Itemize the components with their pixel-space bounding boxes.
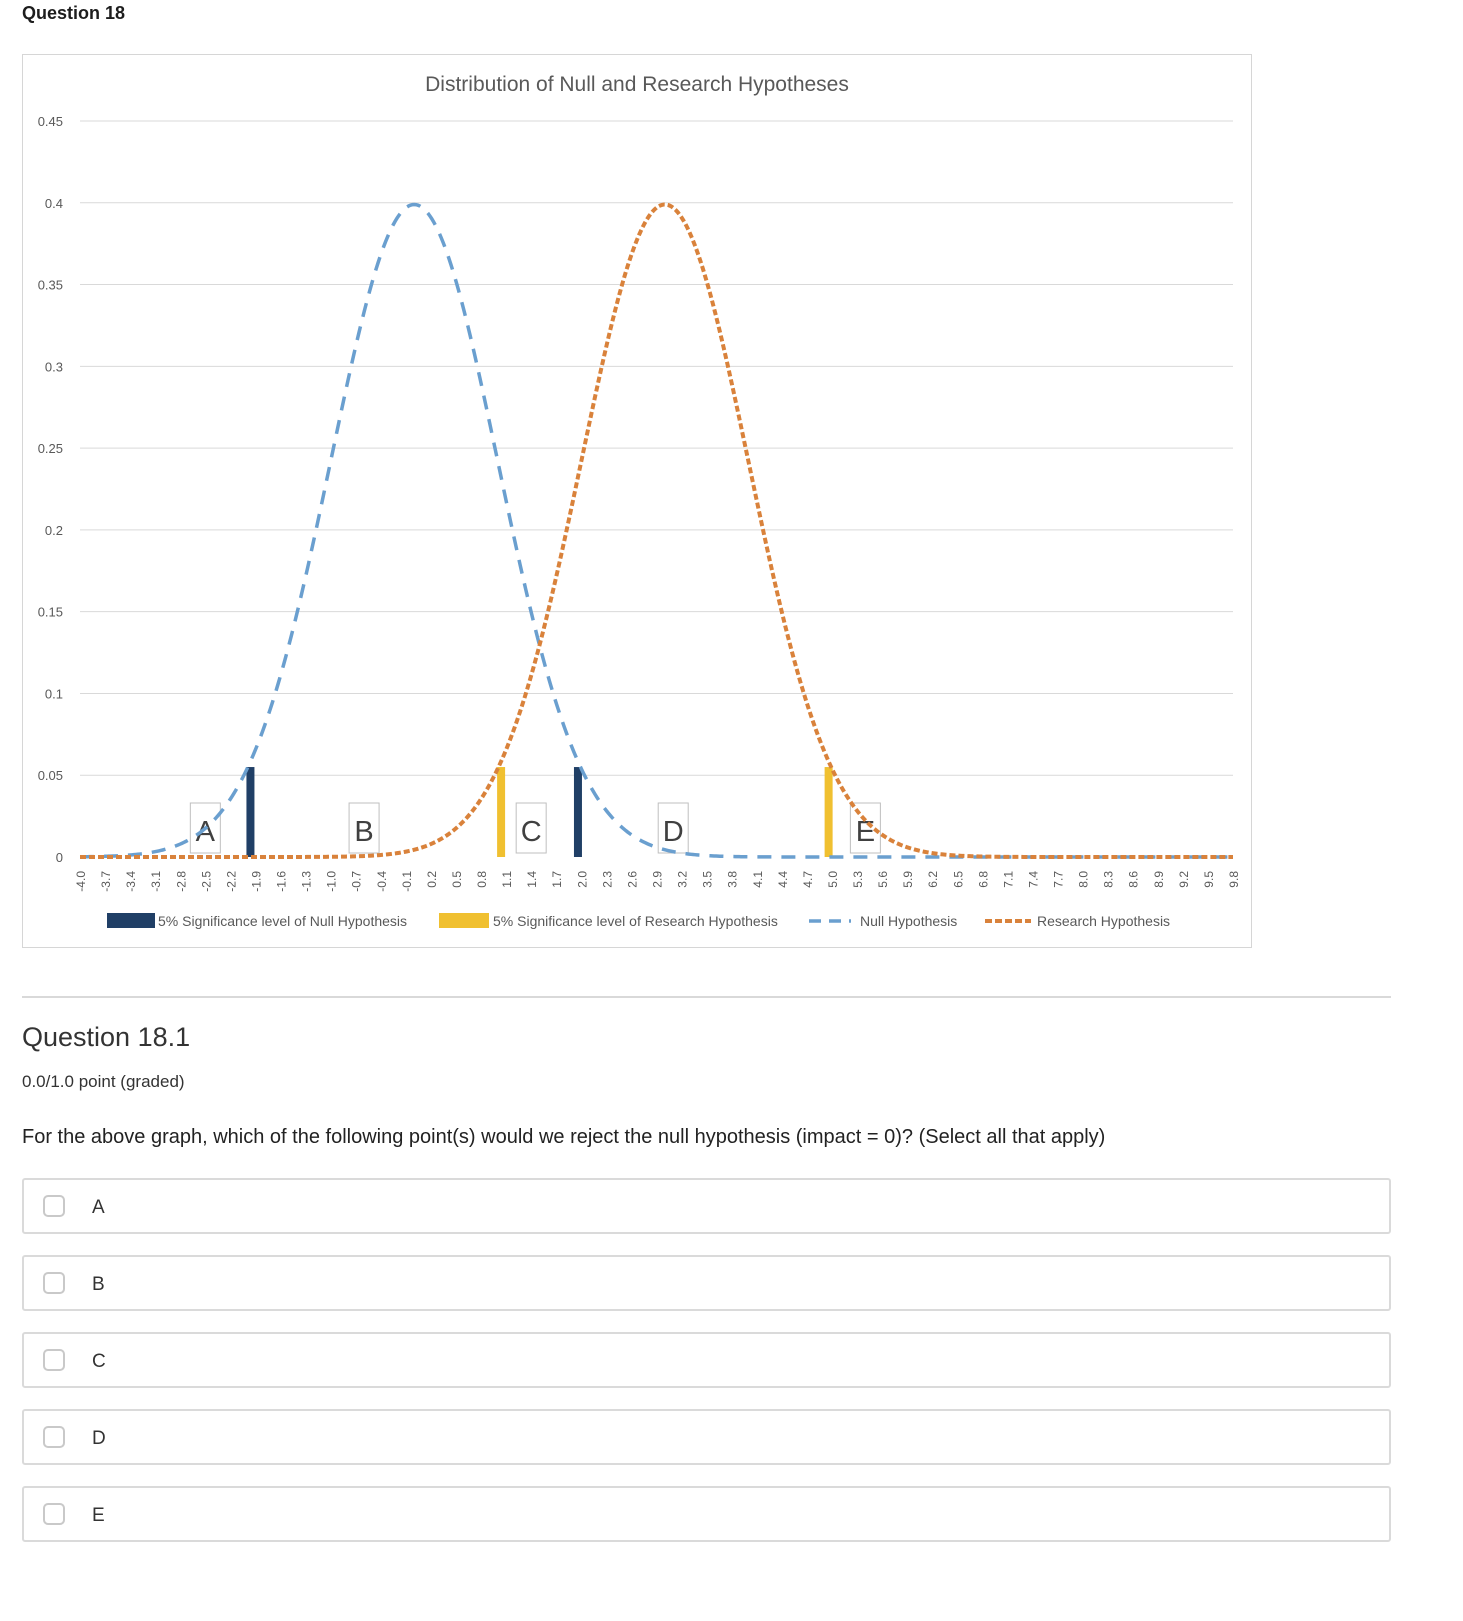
x-tick-label: 5.6: [876, 871, 891, 888]
answer-options: [22, 1178, 1391, 1563]
option-label: B: [92, 1274, 105, 1295]
x-tick-label: 3.8: [725, 871, 740, 888]
significance-bar: [497, 767, 505, 857]
y-tick-label: 0.25: [37, 441, 63, 457]
x-tick-label: -2.5: [199, 871, 214, 892]
x-tick-label: 1.1: [500, 871, 515, 888]
x-tick-label: 6.8: [976, 871, 991, 888]
series-line: [80, 205, 1233, 857]
x-tick-label: 0.5: [449, 871, 464, 888]
annotation-label: A: [195, 816, 215, 848]
x-tick-label: 2.3: [600, 871, 615, 888]
x-tick-label: -0.1: [399, 871, 414, 892]
significance-bar: [574, 767, 582, 857]
y-tick-label: 0.45: [37, 114, 63, 129]
hypothesis-chart: [22, 54, 1252, 948]
annotation-label: D: [662, 816, 684, 848]
option-d[interactable]: [22, 1409, 1391, 1465]
x-tick-label: 8.9: [1151, 871, 1166, 888]
checkbox-d[interactable]: [43, 1426, 65, 1448]
checkbox-c[interactable]: [43, 1349, 65, 1371]
legend-label: Research Hypothesis: [1037, 913, 1171, 929]
x-tick-label: 4.1: [750, 871, 765, 888]
x-tick-label: 2.0: [575, 871, 590, 888]
x-tick-label: 6.2: [926, 871, 941, 888]
points-status: 0.0/1.0 point (graded): [22, 1072, 185, 1091]
x-tick-label: 9.2: [1176, 871, 1191, 888]
x-tick-label: 7.7: [1051, 871, 1066, 888]
subquestion-title: Question 18.1: [22, 1022, 191, 1052]
chart-title: Distribution of Null and Research Hypotheses: [425, 73, 849, 96]
section-divider: [22, 996, 1391, 998]
y-tick-label: 0.15: [37, 604, 63, 620]
legend-swatch: [439, 913, 489, 928]
significance-bar: [246, 767, 254, 857]
series-line: [80, 205, 1233, 857]
x-tick-label: 8.0: [1076, 871, 1091, 888]
x-tick-label: -1.3: [299, 871, 314, 892]
legend-label: Null Hypothesis: [860, 913, 958, 929]
x-tick-label: -0.7: [349, 871, 364, 892]
x-tick-label: 5.9: [901, 871, 916, 888]
x-tick-label: 3.2: [675, 871, 690, 888]
legend-label: 5% Significance level of Null Hypothesis: [158, 913, 408, 929]
y-tick-label: 0.2: [44, 522, 63, 538]
annotation-label: B: [354, 816, 374, 848]
x-tick-label: -3.4: [124, 871, 139, 892]
option-label: A: [92, 1197, 105, 1218]
x-tick-label: -0.4: [374, 871, 389, 892]
x-tick-label: 1.7: [550, 871, 565, 888]
y-tick-label: 0.05: [37, 768, 63, 784]
x-tick-label: -2.8: [174, 871, 189, 892]
x-tick-label: 9.5: [1201, 871, 1216, 888]
x-tick-label: 9.8: [1227, 871, 1241, 888]
x-tick-label: 7.4: [1026, 871, 1041, 888]
option-label: D: [92, 1428, 106, 1449]
x-tick-label: 2.9: [650, 871, 665, 888]
legend-swatch: [107, 913, 155, 928]
x-tick-label: -1.9: [249, 871, 264, 892]
y-tick-label: 0.35: [37, 277, 63, 293]
question-header: Question 18: [22, 3, 126, 23]
x-tick-label: 6.5: [951, 871, 966, 888]
y-tick-label: 0.4: [44, 195, 63, 211]
option-label: C: [92, 1351, 106, 1372]
significance-bar: [825, 767, 833, 857]
option-c[interactable]: [22, 1332, 1391, 1388]
x-tick-label: -1.0: [324, 871, 339, 892]
x-tick-label: 4.4: [775, 871, 790, 888]
checkbox-b[interactable]: [43, 1272, 65, 1294]
x-tick-label: -3.1: [149, 871, 164, 892]
x-tick-label: -3.7: [99, 871, 114, 892]
option-label: E: [92, 1505, 105, 1526]
x-tick-label: 2.6: [625, 871, 640, 888]
x-tick-label: 4.7: [800, 871, 815, 888]
y-tick-label: 0.1: [44, 686, 63, 702]
x-tick-label: 3.5: [700, 871, 715, 888]
option-a[interactable]: [22, 1178, 1391, 1234]
legend-label: 5% Significance level of Research Hypothesis: [493, 913, 778, 929]
question-prompt: For the above graph, which of the following point(s) would we reject the null hypothesis (impact = 0)? (Select all that apply): [22, 1126, 1106, 1148]
annotation-label: E: [855, 816, 876, 848]
chart-svg: [23, 55, 1251, 947]
checkbox-e[interactable]: [43, 1503, 65, 1525]
x-tick-label: 1.4: [525, 871, 540, 888]
x-tick-label: 7.1: [1001, 871, 1016, 888]
x-tick-label: 8.3: [1101, 871, 1116, 888]
y-tick-label: 0: [55, 850, 63, 865]
x-tick-label: 0.8: [475, 871, 490, 888]
option-b[interactable]: [22, 1255, 1391, 1311]
option-e[interactable]: [22, 1486, 1391, 1542]
annotation-label: C: [520, 816, 542, 848]
x-tick-label: -4.0: [74, 871, 88, 892]
x-tick-label: 0.2: [424, 871, 439, 888]
x-tick-label: -1.6: [274, 871, 289, 892]
x-tick-label: 8.6: [1126, 871, 1141, 888]
x-tick-label: 5.0: [825, 871, 840, 888]
x-tick-label: 5.3: [851, 871, 866, 888]
checkbox-a[interactable]: [43, 1195, 65, 1217]
x-tick-label: -2.2: [224, 871, 239, 892]
y-tick-label: 0.3: [44, 359, 63, 375]
